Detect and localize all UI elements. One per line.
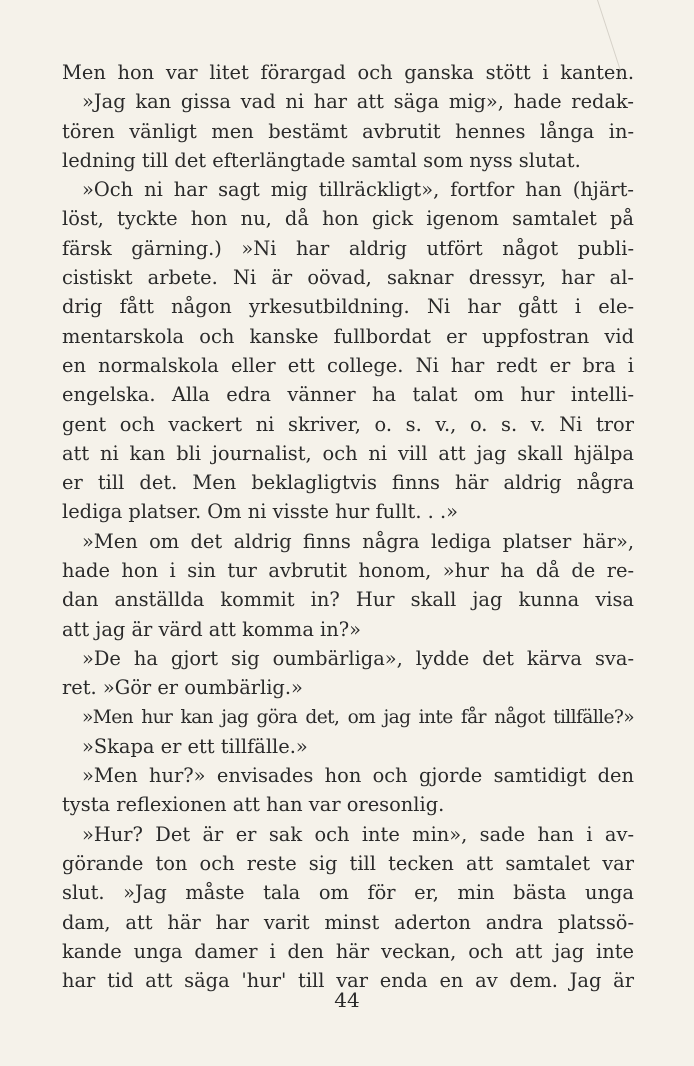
- text-line: har tid att säga 'hur' till var enda en av dem. Jag är: [62, 969, 634, 993]
- text-line: löst, tyckte hon nu, då hon gick igenom samtalet på: [62, 207, 634, 231]
- text-line: »Men hur?» envisades hon och gjorde samtidigt den: [82, 764, 634, 788]
- text-line: färsk gärning.) »Ni har aldrig utfört något publi-: [62, 236, 634, 260]
- text-line: lediga platser. Om ni visste hur fullt. . .»: [62, 500, 459, 524]
- text-line: engelska. Alla edra vänner ha talat om hur intelli-: [62, 383, 634, 407]
- text-line: er till det. Men beklagligtvis finns här aldrig några: [62, 471, 634, 495]
- text-line: dam, att här har varit minst aderton andra platssö-: [62, 910, 634, 934]
- text-line: slut. »Jag måste tala om för er, min bästa unga: [62, 881, 634, 905]
- text-line: »Skapa er ett tillfälle.»: [82, 734, 308, 758]
- text-line: cistiskt arbete. Ni är oövad, saknar dressyr, har al-: [62, 266, 634, 290]
- text-line: »Jag kan gissa vad ni har att säga mig», hade redak-: [82, 90, 634, 114]
- text-line: att jag är värd att komma in?»: [62, 617, 361, 641]
- text-line: »Men hur kan jag göra det, om jag inte får något tillfälle?»: [82, 706, 634, 728]
- text-line: »Men om det aldrig finns några lediga platser här»,: [82, 529, 634, 553]
- text-line: gent och vackert ni skriver, o. s. v., o. s. v. Ni tror: [62, 412, 634, 436]
- body-text: [62, 58, 634, 996]
- text-line: tören vänligt men bestämt avbrutit hennes långa in-: [62, 119, 634, 143]
- text-line: hade hon i sin tur avbrutit honom, »hur ha då de re-: [62, 559, 634, 583]
- text-line: dan anställda kommit in? Hur skall jag kunna visa: [62, 588, 634, 612]
- text-line: »De ha gjort sig oumbärliga», lydde det kärva sva-: [82, 646, 634, 670]
- text-line: kande unga damer i den här veckan, och att jag inte: [62, 939, 634, 963]
- text-line: görande ton och reste sig till tecken att samtalet var: [62, 852, 634, 876]
- text-line: drig fått någon yrkesutbildning. Ni har gått i ele-: [62, 295, 634, 319]
- text-line: ret. »Gör er oumbärlig.»: [62, 676, 303, 700]
- text-line: »Hur? Det är er sak och inte min», sade han i av-: [82, 822, 634, 846]
- page-number: 44: [334, 988, 360, 1012]
- text-line: en normalskola eller ett college. Ni har redt er bra i: [62, 353, 634, 377]
- text-line: tysta reflexionen att han var oresonlig.: [62, 793, 445, 817]
- text-line: ledning till det efterlängtade samtal som nyss slutat.: [62, 148, 581, 172]
- text-line: Men hon var litet förargad och ganska stött i kanten.: [62, 61, 634, 84]
- text-line: »Och ni har sagt mig tillräckligt», fortfor han (hjärt-: [82, 178, 634, 202]
- text-line: mentarskola och kanske fullbordat er uppfostran vid: [62, 324, 634, 348]
- text-line: att ni kan bli journalist, och ni vill att jag skall hjälpa: [62, 441, 634, 465]
